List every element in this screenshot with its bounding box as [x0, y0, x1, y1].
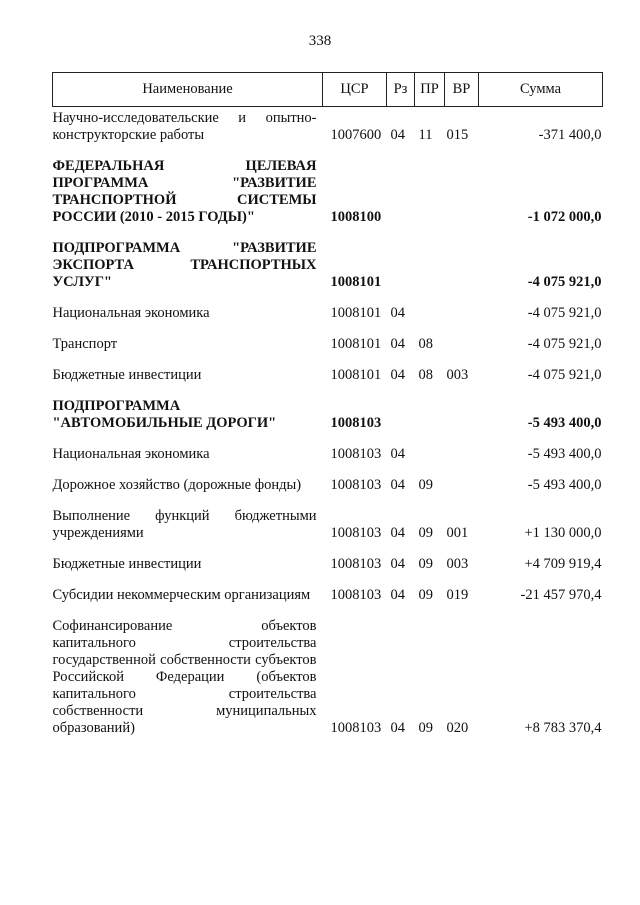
- row-sum: +8 783 370,4: [524, 720, 602, 736]
- budget-table-container: [52, 72, 602, 737]
- row-csr: 1008100: [330, 209, 382, 225]
- row-pr: 09: [418, 587, 433, 603]
- row-vr: 003: [446, 556, 469, 572]
- row-vr: [445, 322, 479, 353]
- table-row: [53, 353, 603, 384]
- row-pr: 08: [418, 367, 433, 383]
- table-row: [53, 107, 603, 145]
- table-row: [53, 432, 603, 463]
- table-row: [53, 494, 603, 542]
- row-sum: -5 493 400,0: [527, 446, 602, 462]
- row-vr: [445, 144, 479, 226]
- row-pr: 09: [418, 477, 433, 493]
- row-sum: -4 075 921,0: [527, 336, 602, 352]
- table-header: [53, 73, 603, 107]
- row-rz: 04: [390, 720, 405, 736]
- header-csr: ЦСР: [323, 73, 387, 107]
- row-pr: 09: [418, 720, 433, 736]
- row-pr: [415, 226, 445, 291]
- row-sum: -371 400,0: [538, 127, 602, 143]
- table-row: [53, 463, 603, 494]
- row-name: Бюджетные инвестиции: [52, 556, 202, 572]
- row-sum: +1 130 000,0: [524, 525, 602, 541]
- row-rz: 04: [390, 336, 405, 352]
- row-vr: [445, 291, 479, 322]
- table-row: [53, 144, 603, 226]
- row-name: Софинансирование объектов капитального строительства государственной собственности субъектов Российской Федерации (объектов капитального строительства собственности муниципальных образований): [52, 618, 317, 736]
- row-csr: 1008101: [330, 274, 382, 290]
- row-pr: 11: [418, 127, 433, 143]
- table-row: [53, 226, 603, 291]
- row-csr: 1008103: [330, 525, 382, 541]
- header-sum: Сумма: [479, 73, 603, 107]
- row-vr: 019: [446, 587, 469, 603]
- row-vr: [445, 432, 479, 463]
- table-row: [53, 384, 603, 432]
- row-vr: [445, 463, 479, 494]
- row-name: Выполнение функций бюджетными учреждениями: [52, 508, 317, 541]
- row-csr: 1008103: [330, 720, 382, 736]
- row-vr: 020: [446, 720, 469, 736]
- row-csr: 1008103: [330, 415, 382, 431]
- row-pr: 08: [418, 336, 433, 352]
- row-sum: +4 709 919,4: [524, 556, 602, 572]
- table-row: [53, 291, 603, 322]
- row-rz: 04: [390, 587, 405, 603]
- row-name: Научно-исследовательские и опытно-конструкторские работы: [52, 110, 317, 143]
- row-rz: 04: [390, 477, 405, 493]
- table-row: [53, 604, 603, 737]
- row-sum: -4 075 921,0: [527, 274, 602, 290]
- row-vr: [445, 384, 479, 432]
- row-csr: 1008101: [330, 367, 382, 383]
- row-csr: 1008101: [330, 336, 382, 352]
- row-csr: 1008103: [330, 556, 382, 572]
- row-rz: 04: [390, 367, 405, 383]
- row-sum: -5 493 400,0: [527, 477, 602, 493]
- row-pr: 09: [418, 525, 433, 541]
- row-name: ПОДПРОГРАММА "АВТОМОБИЛЬНЫЕ ДОРОГИ": [52, 398, 277, 431]
- row-name: Бюджетные инвестиции: [52, 367, 202, 383]
- table-row: [53, 542, 603, 573]
- row-name: Дорожное хозяйство (дорожные фонды): [52, 477, 302, 493]
- row-rz: 04: [390, 525, 405, 541]
- page-number: 338: [308, 33, 332, 49]
- row-name: ПОДПРОГРАММА "РАЗВИТИЕ ЭКСПОРТА ТРАНСПОРТНЫХ УСЛУГ": [52, 240, 317, 290]
- row-pr: [415, 384, 445, 432]
- row-rz: 04: [390, 305, 405, 321]
- row-sum: -4 075 921,0: [527, 367, 602, 383]
- row-sum: -4 075 921,0: [527, 305, 602, 321]
- table-row: [53, 322, 603, 353]
- row-name: Транспорт: [52, 336, 118, 352]
- row-rz: 04: [390, 127, 405, 143]
- header-vr: ВР: [445, 73, 479, 107]
- table-body: [53, 107, 603, 738]
- header-rz: Рз: [387, 73, 415, 107]
- row-rz: [387, 144, 415, 226]
- row-sum: -5 493 400,0: [527, 415, 602, 431]
- row-vr: [445, 226, 479, 291]
- row-pr: [415, 432, 445, 463]
- row-vr: 003: [446, 367, 469, 383]
- header-name: Наименование: [53, 73, 323, 107]
- row-name: Субсидии некоммерческим организациям: [52, 587, 311, 603]
- row-name: Национальная экономика: [52, 446, 210, 462]
- row-vr: 001: [446, 525, 469, 541]
- row-rz: [387, 226, 415, 291]
- header-pr: ПР: [415, 73, 445, 107]
- row-rz: 04: [390, 446, 405, 462]
- row-pr: 09: [418, 556, 433, 572]
- row-name: Национальная экономика: [52, 305, 210, 321]
- row-rz: [387, 384, 415, 432]
- row-sum: -21 457 970,4: [520, 587, 602, 603]
- row-csr: 1008103: [330, 477, 382, 493]
- table-row: [53, 573, 603, 604]
- row-csr: 1008101: [330, 305, 382, 321]
- budget-table: [52, 72, 603, 737]
- row-rz: 04: [390, 556, 405, 572]
- row-vr: 015: [446, 127, 469, 143]
- row-sum: -1 072 000,0: [527, 209, 602, 225]
- row-csr: 1008103: [330, 446, 382, 462]
- row-pr: [415, 291, 445, 322]
- row-pr: [415, 144, 445, 226]
- row-csr: 1008103: [330, 587, 382, 603]
- row-name: ФЕДЕРАЛЬНАЯ ЦЕЛЕВАЯ ПРОГРАММА "РАЗВИТИЕ ТРАНСПОРТНОЙ СИСТЕМЫ РОССИИ (2010 - 2015 ГОДЫ)": [52, 158, 317, 225]
- row-csr: 1007600: [330, 127, 382, 143]
